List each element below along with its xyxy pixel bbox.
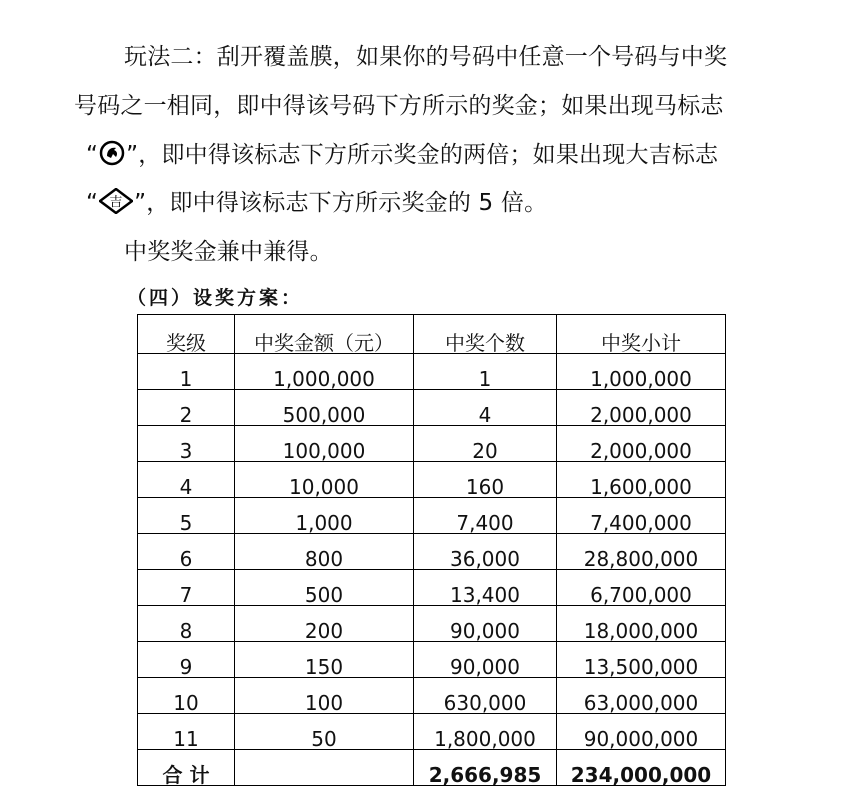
table-row — [138, 498, 726, 534]
rule-paragraph-line-2: 号码之一相同，即中得该号码下方所示的奖金；如果出现马标志 — [74, 93, 724, 119]
open-quote: “ — [86, 142, 99, 168]
cell-count: 90,000 — [414, 606, 557, 642]
cell-count: 90,000 — [414, 642, 557, 678]
table-row — [138, 462, 726, 498]
open-quote: “ — [86, 190, 99, 216]
table-row — [138, 534, 726, 570]
cell-amount: 1,000 — [235, 498, 414, 534]
cell-amount: 800 — [235, 534, 414, 570]
cell-level: 4 — [138, 462, 235, 498]
cell-amount: 1,000,000 — [235, 354, 414, 390]
cell-level: 5 — [138, 498, 235, 534]
cell-count: 160 — [414, 462, 557, 498]
cell-count: 1,800,000 — [414, 714, 557, 750]
cell-level: 7 — [138, 570, 235, 606]
cell-amount: 100,000 — [235, 426, 414, 462]
lucky-symbol-icon — [99, 188, 133, 220]
rule-paragraph-line-1: 玩法二：刮开覆盖膜，如果你的号码中任意一个号码与中奖 — [124, 44, 728, 70]
cell-count: 20 — [414, 426, 557, 462]
cell-level: 1 — [138, 354, 235, 390]
cell-level: 11 — [138, 714, 235, 750]
rule-paragraph-line-5: 中奖奖金兼中兼得。 — [124, 239, 333, 265]
table-row — [138, 642, 726, 678]
header-subtotal: 中奖小计 — [557, 315, 726, 354]
cell-subtotal: 2,000,000 — [557, 390, 726, 426]
rule-paragraph-line-4 — [86, 184, 547, 220]
cell-subtotal: 7,400,000 — [557, 498, 726, 534]
header-count: 中奖个数 — [414, 315, 557, 354]
cell-amount: 500 — [235, 570, 414, 606]
header-level: 奖级 — [138, 315, 235, 354]
cell-count: 630,000 — [414, 678, 557, 714]
total-count: 2,666,985 — [414, 750, 557, 786]
cell-count: 4 — [414, 390, 557, 426]
table-row — [138, 570, 726, 606]
table-row — [138, 678, 726, 714]
table-row — [138, 354, 726, 390]
cell-subtotal: 2,000,000 — [557, 426, 726, 462]
cell-subtotal: 6,700,000 — [557, 570, 726, 606]
cell-level: 6 — [138, 534, 235, 570]
table-row — [138, 390, 726, 426]
total-label: 合 计 — [138, 750, 235, 786]
cell-subtotal: 28,800,000 — [557, 534, 726, 570]
cell-level: 10 — [138, 678, 235, 714]
table-header-row — [138, 315, 726, 354]
cell-subtotal: 18,000,000 — [557, 606, 726, 642]
cell-subtotal: 90,000,000 — [557, 714, 726, 750]
total-subtotal: 234,000,000 — [557, 750, 726, 786]
table-row — [138, 606, 726, 642]
prize-table — [137, 314, 726, 786]
total-amount — [235, 750, 414, 786]
rule-paragraph-line-3 — [86, 136, 718, 172]
cell-count: 13,400 — [414, 570, 557, 606]
cell-amount: 200 — [235, 606, 414, 642]
cell-amount: 150 — [235, 642, 414, 678]
section-title: （四）设奖方案： — [127, 287, 304, 309]
header-amount: 中奖金额（元） — [235, 315, 414, 354]
table-row — [138, 426, 726, 462]
cell-level: 2 — [138, 390, 235, 426]
horse-symbol-icon — [99, 140, 125, 172]
cell-count: 7,400 — [414, 498, 557, 534]
cell-count: 1 — [414, 354, 557, 390]
rule-paragraph-line-3-text: ”，即中得该标志下方所示奖金的两倍；如果出现大吉标志 — [126, 142, 719, 168]
lucky-symbol-glyph: 吉 — [109, 195, 123, 210]
cell-level: 3 — [138, 426, 235, 462]
cell-amount: 100 — [235, 678, 414, 714]
cell-level: 9 — [138, 642, 235, 678]
cell-subtotal: 63,000,000 — [557, 678, 726, 714]
cell-amount: 500,000 — [235, 390, 414, 426]
table-total-row — [138, 750, 726, 786]
cell-subtotal: 1,600,000 — [557, 462, 726, 498]
rule-paragraph-line-4-text: ”，即中得该标志下方所示奖金的 5 倍。 — [134, 190, 548, 216]
table-row — [138, 714, 726, 750]
cell-level: 8 — [138, 606, 235, 642]
cell-subtotal: 13,500,000 — [557, 642, 726, 678]
cell-amount: 50 — [235, 714, 414, 750]
cell-count: 36,000 — [414, 534, 557, 570]
cell-amount: 10,000 — [235, 462, 414, 498]
cell-subtotal: 1,000,000 — [557, 354, 726, 390]
